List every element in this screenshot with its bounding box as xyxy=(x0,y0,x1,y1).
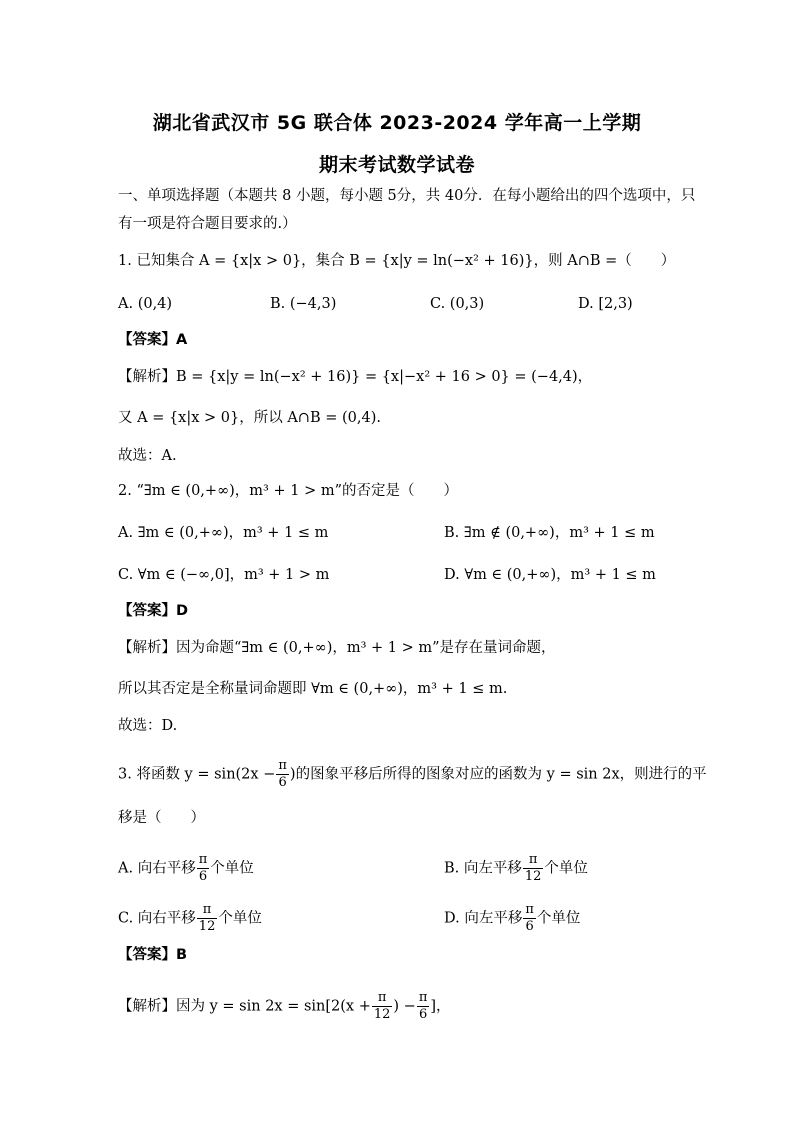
q1-answer: 【答案】A xyxy=(118,332,188,348)
section-heading: 一、单项选择题（本题共 8 小题，每小题 5分，共 40分．在每小题给出的四个选项中，只 xyxy=(118,188,696,204)
q1-analysis-cont: 又 A = {x|x > 0}，所以 A∩B = (0,4). xyxy=(118,410,381,426)
document-title-line2: 期末考试数学试卷 xyxy=(318,154,475,176)
q3-option-a-label: A. 向右平移 xyxy=(118,860,196,877)
q3-option-a-fraction xyxy=(197,852,210,885)
q2-analysis-cont: 所以其否定是全称量词命题即 ∀m ∈ (0,+∞)，m³ + 1 ≤ m. xyxy=(118,681,508,697)
q1-option-c: C. (0,3) xyxy=(430,296,485,312)
q3-analysis-post: ]， xyxy=(430,998,451,1015)
q3-analysis-mid: ) − xyxy=(393,998,416,1015)
q3-option-a-num: π xyxy=(198,852,208,867)
q1-choose: 故选：A. xyxy=(118,448,177,464)
q3-analysis-pre: 【解析】因为 y = sin 2x = sin[2(x + xyxy=(118,998,371,1015)
q3-option-c-label: C. 向右平移 xyxy=(118,910,196,927)
q3-option-c-den: 12 xyxy=(198,919,216,934)
q3-stem-post: )的图象平移后所得的图象对应的函数为 y = sin 2x，则进行的平 xyxy=(289,766,707,783)
q3-analysis-fraction-1 xyxy=(372,990,393,1023)
q2-stem: 2. “∃m ∈ (0,+∞)，m³ + 1 > m”的否定是（ ） xyxy=(118,483,458,499)
q1-option-d: D. [2,3) xyxy=(578,296,633,312)
q3-analysis-den-1: 12 xyxy=(373,1007,391,1022)
q1-option-a: A. (0,4) xyxy=(118,296,173,312)
q3-analysis-num-1: π xyxy=(372,990,393,1007)
q3-option-b-unit: 个单位 xyxy=(544,860,588,877)
q3-option-d-unit: 个单位 xyxy=(536,910,581,927)
q3-option-b-den: 12 xyxy=(524,869,542,884)
q3-option-b-fraction xyxy=(523,852,544,885)
q3-option-c-num: π xyxy=(197,902,218,919)
q3-analysis-fraction-2 xyxy=(417,990,430,1023)
q3-stem-cont: 移是（ ） xyxy=(118,810,205,826)
q3-option-a xyxy=(118,852,254,885)
q3-option-b-num: π xyxy=(523,852,544,869)
q3-stem-frac-num: π xyxy=(278,758,287,773)
q2-option-b: B. ∃m ∉ (0,+∞)，m³ + 1 ≤ m xyxy=(444,525,655,541)
q3-option-d-num: π xyxy=(525,902,534,917)
q3-option-c-unit: 个单位 xyxy=(218,910,262,927)
q3-option-d-den: 6 xyxy=(525,919,534,934)
q3-option-c xyxy=(118,902,262,935)
q3-option-d-label: D. 向左平移 xyxy=(444,910,523,927)
document-title-line1: 湖北省武汉市 5G 联合体 2023-2024 学年高一上学期 xyxy=(152,112,642,134)
q1-analysis: 【解析】B = {x|y = ln(−x² + 16)} = {x|−x² + 16 > 0} = (−4,4)， xyxy=(118,369,593,385)
q3-stem-frac-den: 6 xyxy=(278,775,287,790)
q3-answer: 【答案】B xyxy=(118,947,188,963)
q2-analysis: 【解析】因为命题“∃m ∈ (0,+∞)，m³ + 1 > m”是存在量词命题， xyxy=(118,640,556,656)
q2-option-c: C. ∀m ∈ (−∞,0]，m³ + 1 > m xyxy=(118,567,330,583)
q3-analysis-num-2: π xyxy=(418,990,428,1005)
q2-option-d: D. ∀m ∈ (0,+∞)，m³ + 1 ≤ m xyxy=(444,567,656,583)
q3-option-b-label: B. 向左平移 xyxy=(444,860,522,877)
q1-option-b: B. (−4,3) xyxy=(270,296,337,312)
q3-option-b xyxy=(444,852,588,885)
q3-option-c-fraction xyxy=(197,902,218,935)
q1-stem: 1. 已知集合 A = {x|x > 0}，集合 B = {x|y = ln(−x² + 16)}，则 A∩B =（ ） xyxy=(118,253,676,269)
q3-analysis xyxy=(118,990,451,1023)
section-heading-cont: 有一项是符合题目要求的.） xyxy=(118,216,297,232)
q3-option-d-fraction xyxy=(523,902,536,935)
q3-stem-pre: 3. 将函数 y = sin(2x − xyxy=(118,766,276,783)
q2-choose: 故选：D. xyxy=(118,718,178,734)
q2-option-a: A. ∃m ∈ (0,+∞)，m³ + 1 ≤ m xyxy=(118,525,329,541)
q3-analysis-den-2: 6 xyxy=(418,1007,428,1022)
q3-option-d xyxy=(444,902,580,935)
q3-stem xyxy=(118,758,707,791)
q3-option-a-den: 6 xyxy=(198,869,208,884)
q2-answer: 【答案】D xyxy=(118,603,189,619)
q3-option-a-unit: 个单位 xyxy=(210,860,254,877)
q3-stem-fraction xyxy=(276,758,289,791)
